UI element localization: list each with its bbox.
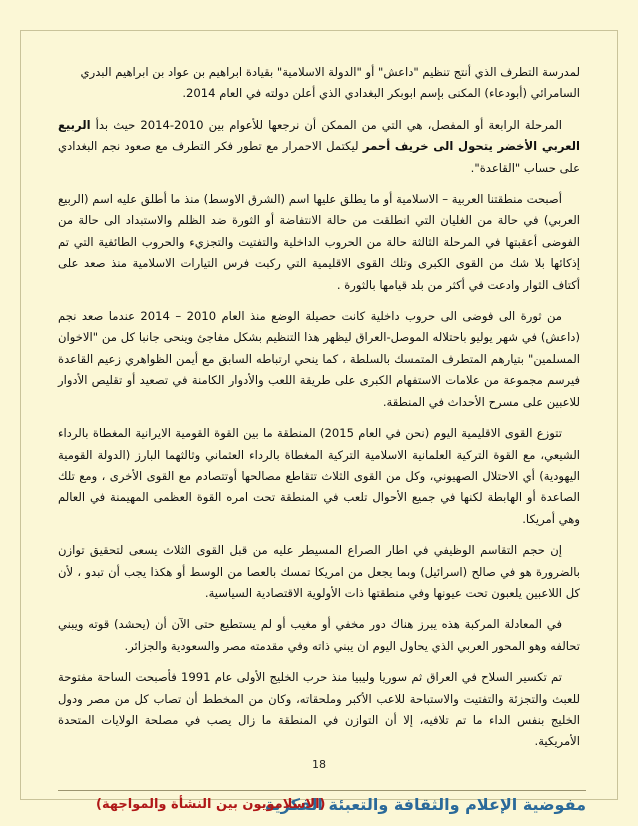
paragraph-2-text-b: ليكتمل الاحمرار مع تطور فكر التطرف مع صعود نجم البغدادي على حساب "القاعدة".	[58, 139, 580, 175]
paragraph-2	[58, 115, 580, 179]
paragraph-1-line-2: السامرائي (أبودعاء) المكنى بإسم ابوبكر البغدادي الذي أعلن دولته في العام 2014.	[182, 86, 580, 101]
paragraph-5: تتوزع القوى الاقليمية اليوم (نحن في العام 2015) المنطقة ما بين القوة القومية الايرانية المغطاة بالرداء الشيعي، مع القوة التركية العلمانية الاسلامية التركية المغطاة بالرداء العثماني وثالثهما البارز (الدولة القومية اليهودية) أي الاحتلال الصهيوني، وكل من القوى الثلاث تتقاطع مصالحها أوتتصادم مع القوى الأخرى ، ومع تلك الصاعدة أو الهابطة لكنها في جميع الأحوال تلعب في المنطقة تحت امره القوة العظمى المهيمنة في العالم وهي أمريكا.	[58, 426, 580, 526]
footer-divider	[58, 790, 586, 791]
paragraph-4: من ثورة الى فوضى الى حروب داخلية كانت حصيلة الوضع منذ العام 2010 – 2014 عندما صعد نجم (داعش) في شهر يوليو باحتلاله الموصل-العراق ليظهر هذا التنظيم بشكل مفاجئ وينحى جانبا كل من "الاخوان المسلمين" بتيارهم المتطرف المتمسك بالسلطة ، كما ينحي ارتباطه السابق مع أيمن الظواهري زعيم القاعدة فيرسم مجموعة من علامات الاستفهام الكبرى على طريقة اللعب والأدوار الكامنة في تصعيد أو تقليص الأدوار للاعبين على مسرح الأحداث في المنطقة.	[58, 309, 580, 409]
paragraph-3: أصبحت منطقتنا العربية – الاسلامية أو ما يطلق عليها اسم (الشرق الاوسط) منذ ما أطلق عليه اسم (الربيع العربي) في حالة من الغليان التي انطلقت من حالة الانتفاضة أو الثورة ضد الظلم والاستبداد الى حالة من الفوضى أعقبتها في المرحلة الثالثة حالة من الحروب الداخلية والتفتيت والتجزيء والحروب الطائفية التي تم إذكائها بلا شك من القوى الكبرى وتلك القوى الاقليمية التي ركبت فرس التيارات الاسلامية منذ صعد على أكتاف الثوار وادعت في أكثر من بلد قيامها بالثورة .	[58, 192, 580, 292]
footer	[0, 793, 638, 826]
paragraph-1	[58, 62, 580, 105]
paragraph-2-text-a: المرحلة الرابعة أو المفصل، هي التي من الممكن أن نرجعها للأعوام بين 2010-2014 حيث بدأ	[90, 117, 563, 132]
paragraph-8: تم تكسير السلاح في العراق ثم سوريا وليبيا منذ حرب الخليج الأولى عام 1991 فأصبحت الساحة مفتوحة للعبث والتجزئة والتفتيت والاستباحة للاعب الأكبر وملحقاته، وكان من المخطط أن تصاب كل من مصر ودول الخليج بنفس الداء ما تم تلافيه، إلا أن التوازن في المنطقة ما زال يصب في مصلحة الولايات المتحدة الأمريكية.	[58, 670, 580, 749]
paragraph-7: في المعادلة المركبة هذه يبرز هناك دور مخفي أو مغيب أو لم يستطيع حتى الآن أن (يحشد) قوته ويبني تحالفه وهو المحور العربي الذي يحاول اليوم ان يبني ذاته وفي مقدمته مصر والسعودية والجزائر.	[58, 617, 580, 653]
document-body	[58, 62, 580, 763]
footer-organization-title: مفوضية الإعلام والثقافة والتعبئة الفكرية	[264, 795, 586, 814]
paragraph-2-bold-phrase: الربيع العربي الأخضر يتحول الى خريف أحمر	[58, 117, 580, 154]
paragraph-1-line-1: لمدرسة التطرف الذي أنتج تنظيم "داعش" أو "الدولة الاسلامية" بقيادة ابراهيم بن عواد بن ابراهيم البدري	[80, 65, 580, 79]
paragraph-6: إن حجم التقاسم الوظيفي في اطار الصراع المسيطر عليه من قبل القوى الثلاث يسعى لتحقيق توازن بالضرورة هو في صالح (اسرائيل) وبما يجعل من امريكا تمسك بالعصا من الوسط أو هكذا يجب أن تبدو ، لأن كل اللاعبين يلعبون تحت عيونها وفي منطقتها ذات الأولوية الاقتصادية السياسية.	[58, 543, 580, 600]
footer-book-title: (الاسلامويون بين النشأة والمواجهة)	[96, 797, 326, 812]
page-number: 18	[312, 758, 326, 771]
